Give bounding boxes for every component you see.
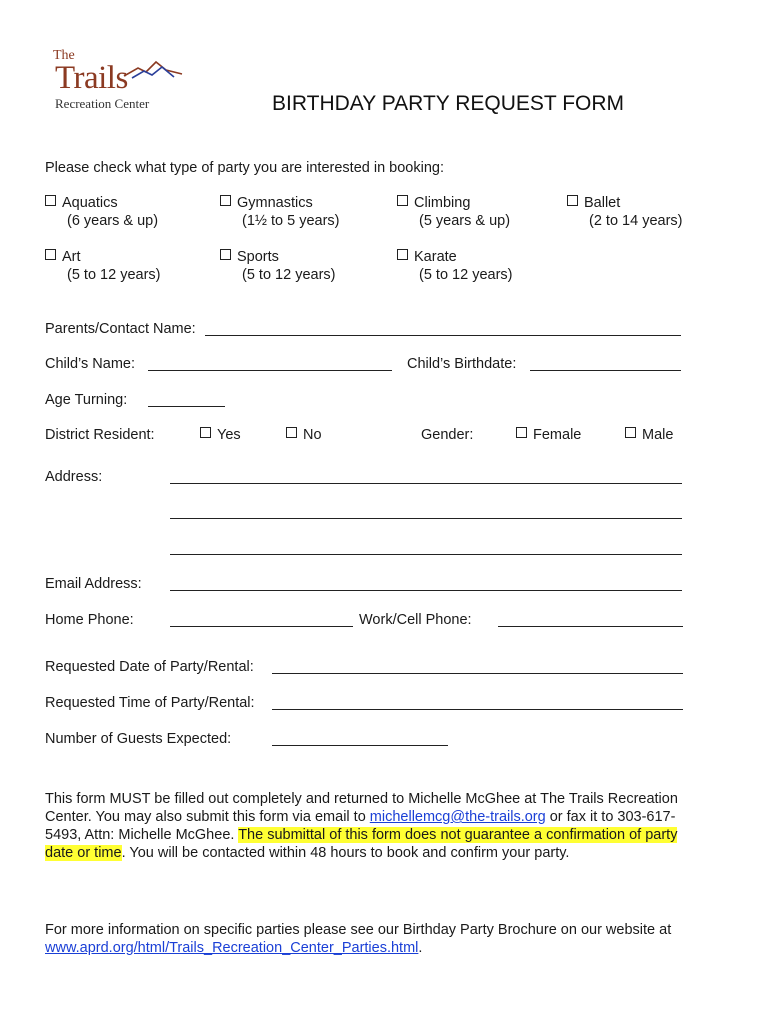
req-time-label: Requested Time of Party/Rental: xyxy=(45,695,255,711)
gender-label: Gender: xyxy=(421,427,474,443)
guarantee-highlight: The submittal of this form does not guarantee a confirmation of party date or time xyxy=(45,827,678,861)
option-sports[interactable]: Sports (5 to 12 years) xyxy=(220,249,336,283)
form-title: BIRTHDAY PARTY REQUEST FORM xyxy=(272,92,625,115)
more-info-text: For more information on specific parties please see our Birthday Party Brochure on our website at www.aprd.org/html/Trails_Recreation_Center_Parties.html. xyxy=(45,922,672,956)
logo-trails: Trails xyxy=(55,60,128,96)
req-date-field[interactable] xyxy=(272,673,683,674)
child-name-field[interactable] xyxy=(148,370,392,371)
district-resident-label: District Resident: xyxy=(45,427,155,443)
child-name-label: Child’s Name: xyxy=(45,356,135,372)
option-female[interactable]: Female xyxy=(516,427,581,443)
child-birthdate-field[interactable] xyxy=(530,370,681,371)
home-phone-field[interactable] xyxy=(170,626,353,627)
option-climbing[interactable]: Climbing (5 years & up) xyxy=(397,195,510,229)
home-phone-label: Home Phone: xyxy=(45,612,134,628)
checkbox-no[interactable] xyxy=(286,427,297,438)
checkbox-sports[interactable] xyxy=(220,249,231,260)
parent-name-field[interactable] xyxy=(205,335,681,336)
option-male[interactable]: Male xyxy=(625,427,673,443)
work-phone-label: Work/Cell Phone: xyxy=(359,612,472,628)
guests-field[interactable] xyxy=(272,745,448,746)
parties-website-link[interactable]: www.aprd.org/html/Trails_Recreation_Center_Parties.html xyxy=(45,940,419,956)
age-turning-label: Age Turning: xyxy=(45,392,128,408)
email-link[interactable]: michellemcg@the-trails.org xyxy=(369,809,546,825)
guests-label: Number of Guests Expected: xyxy=(45,731,232,747)
option-aquatics[interactable]: Aquatics (6 years & up) xyxy=(45,195,158,229)
checkbox-ballet[interactable] xyxy=(567,195,578,206)
submission-notice: This form MUST be filled out completely and returned to Michelle McGhee at The Trails Recreation Center. You may also submit this form via email to michellemcg@the-trails.org or fax it to 303-617-5493, Attn: Michelle McGhee. The submittal of this form does not guarantee a confirmation of party date or time. You will be contacted within 48 hours to book and confirm your party. xyxy=(45,791,678,861)
address-line-2[interactable] xyxy=(170,518,682,519)
mountain-icon xyxy=(122,58,184,80)
option-gymnastics[interactable]: Gymnastics (1½ to 5 years) xyxy=(220,195,340,229)
req-date-label: Requested Date of Party/Rental: xyxy=(45,659,254,675)
checkbox-art[interactable] xyxy=(45,249,56,260)
checkbox-climbing[interactable] xyxy=(397,195,408,206)
work-phone-field[interactable] xyxy=(498,626,683,627)
checkbox-female[interactable] xyxy=(516,427,527,438)
address-label: Address: xyxy=(45,469,103,485)
intro-text: Please check what type of party you are interested in booking: xyxy=(45,160,444,176)
checkbox-karate[interactable] xyxy=(397,249,408,260)
req-time-field[interactable] xyxy=(272,709,683,710)
child-birthdate-label: Child’s Birthdate: xyxy=(407,356,517,372)
email-field[interactable] xyxy=(170,590,682,591)
option-yes[interactable]: Yes xyxy=(200,427,241,443)
option-ballet[interactable]: Ballet (2 to 14 years) xyxy=(567,195,683,229)
parent-name-label: Parents/Contact Name: xyxy=(45,321,196,337)
checkbox-yes[interactable] xyxy=(200,427,211,438)
logo-the: The xyxy=(53,48,75,63)
option-art[interactable]: Art (5 to 12 years) xyxy=(45,249,161,283)
address-line-1[interactable] xyxy=(170,483,682,484)
checkbox-aquatics[interactable] xyxy=(45,195,56,206)
option-karate[interactable]: Karate (5 to 12 years) xyxy=(397,249,513,283)
age-turning-field[interactable] xyxy=(148,406,225,407)
trails-logo xyxy=(50,48,190,114)
checkbox-male[interactable] xyxy=(625,427,636,438)
logo-subtitle: Recreation Center xyxy=(55,96,150,111)
checkbox-gymnastics[interactable] xyxy=(220,195,231,206)
address-line-3[interactable] xyxy=(170,554,682,555)
email-label: Email Address: xyxy=(45,576,142,592)
option-no[interactable]: No xyxy=(286,427,322,443)
